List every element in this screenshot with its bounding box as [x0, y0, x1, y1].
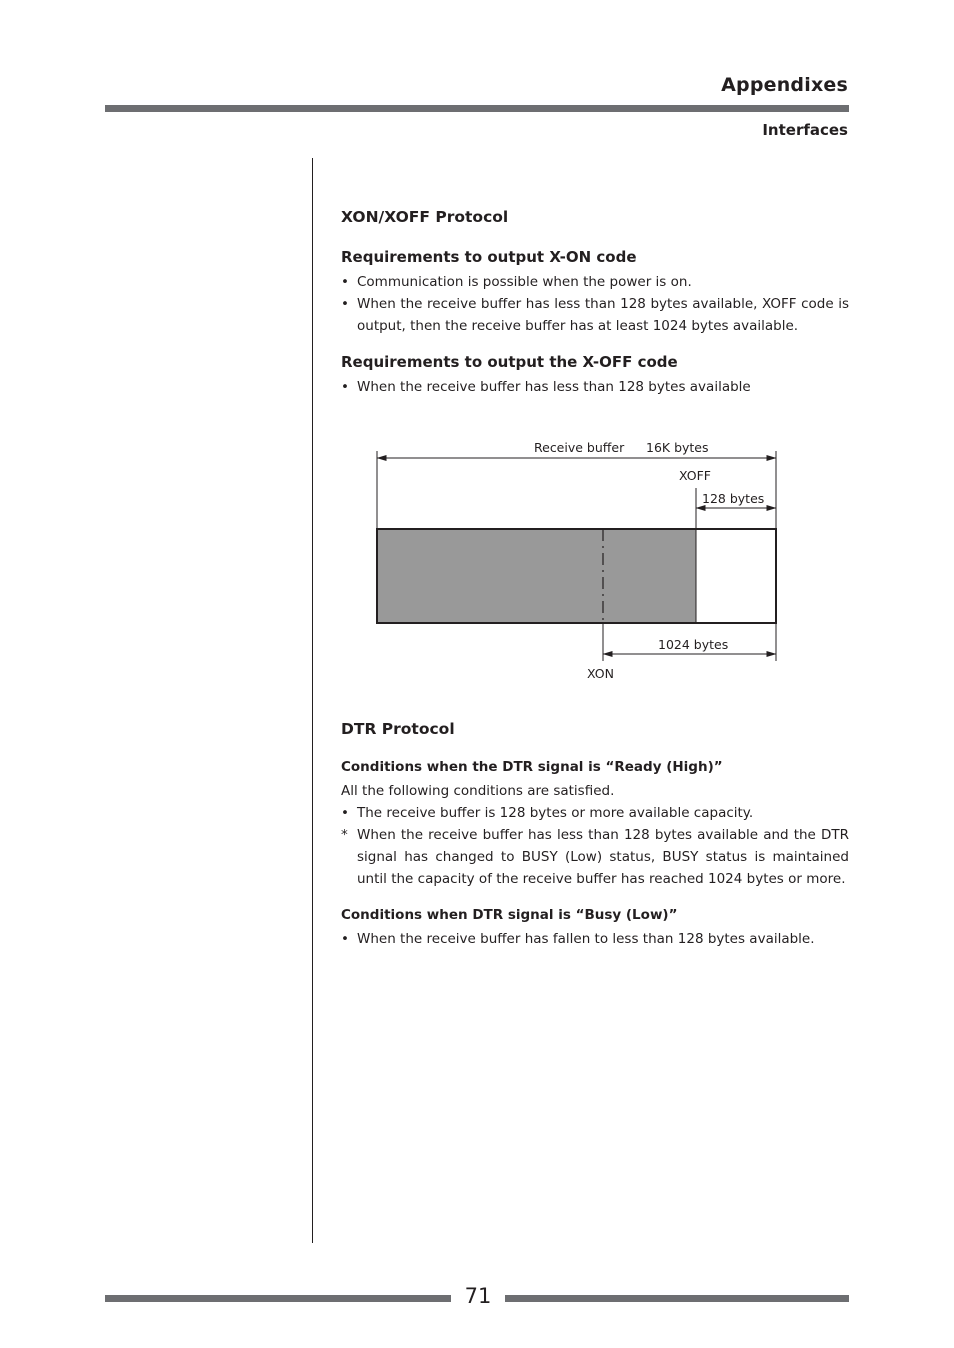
xoff-requirements-heading: Requirements to output the X-OFF code	[341, 353, 678, 371]
dtr-ready-heading: Conditions when the DTR signal is “Ready (High)”	[341, 759, 723, 775]
header-rule	[105, 105, 849, 112]
asterisk-marker: *	[341, 827, 348, 843]
receive-buffer-label: Receive buffer	[534, 440, 625, 455]
section-label: Interfaces	[762, 121, 848, 139]
buffer-size-label: 16K bytes	[646, 440, 709, 455]
bullet-marker: •	[341, 296, 349, 312]
xon-threshold-label: 1024 bytes	[658, 637, 729, 652]
list-item	[341, 271, 849, 293]
list-item-text: When the receive buffer has less than 128 bytes available	[357, 379, 751, 395]
xoff-label: XOFF	[679, 468, 711, 483]
dtr-busy-heading: Conditions when DTR signal is “Busy (Low)”	[341, 907, 678, 923]
list-item	[341, 376, 849, 398]
list-item-text: Communication is possible when the power is on.	[357, 274, 692, 290]
page-header-title: Appendixes	[721, 74, 848, 96]
list-item-text: When the receive buffer has less than 128 bytes available, XOFF code is output, then the receive buffer has at least 1024 bytes available.	[357, 296, 849, 335]
list-item-text: When the receive buffer has fallen to less than 128 bytes available.	[357, 931, 815, 947]
list-item-text: The receive buffer is 128 bytes or more available capacity.	[357, 805, 754, 821]
footer-rule-right	[505, 1295, 849, 1302]
dtr-heading: DTR Protocol	[341, 720, 455, 738]
bullet-marker: •	[341, 379, 349, 395]
margin-rule	[312, 158, 313, 1243]
list-item	[341, 293, 849, 337]
xon-requirements-heading: Requirements to output X-ON code	[341, 248, 637, 266]
bullet-marker: •	[341, 931, 349, 947]
list-item	[341, 928, 849, 950]
list-item	[341, 824, 849, 891]
dtr-ready-intro: All the following conditions are satisfied.	[341, 783, 615, 799]
footer-rule-left	[105, 1295, 451, 1302]
xon-xoff-heading: XON/XOFF Protocol	[341, 208, 509, 226]
used-buffer-area	[377, 529, 696, 623]
bullet-marker: •	[341, 274, 349, 290]
list-item-text: When the receive buffer has less than 128 bytes available and the DTR signal has changed to BUSY (Low) status, BUSY status is maintained until the capacity of the receive buffer has reached 1024 bytes or more.	[357, 827, 849, 888]
xon-label: XON	[587, 666, 614, 681]
page-number: 71	[464, 1284, 492, 1308]
list-item	[341, 802, 849, 824]
buffer-outline	[377, 529, 776, 623]
xoff-threshold-label: 128 bytes	[702, 491, 765, 506]
bullet-marker: •	[341, 805, 349, 821]
